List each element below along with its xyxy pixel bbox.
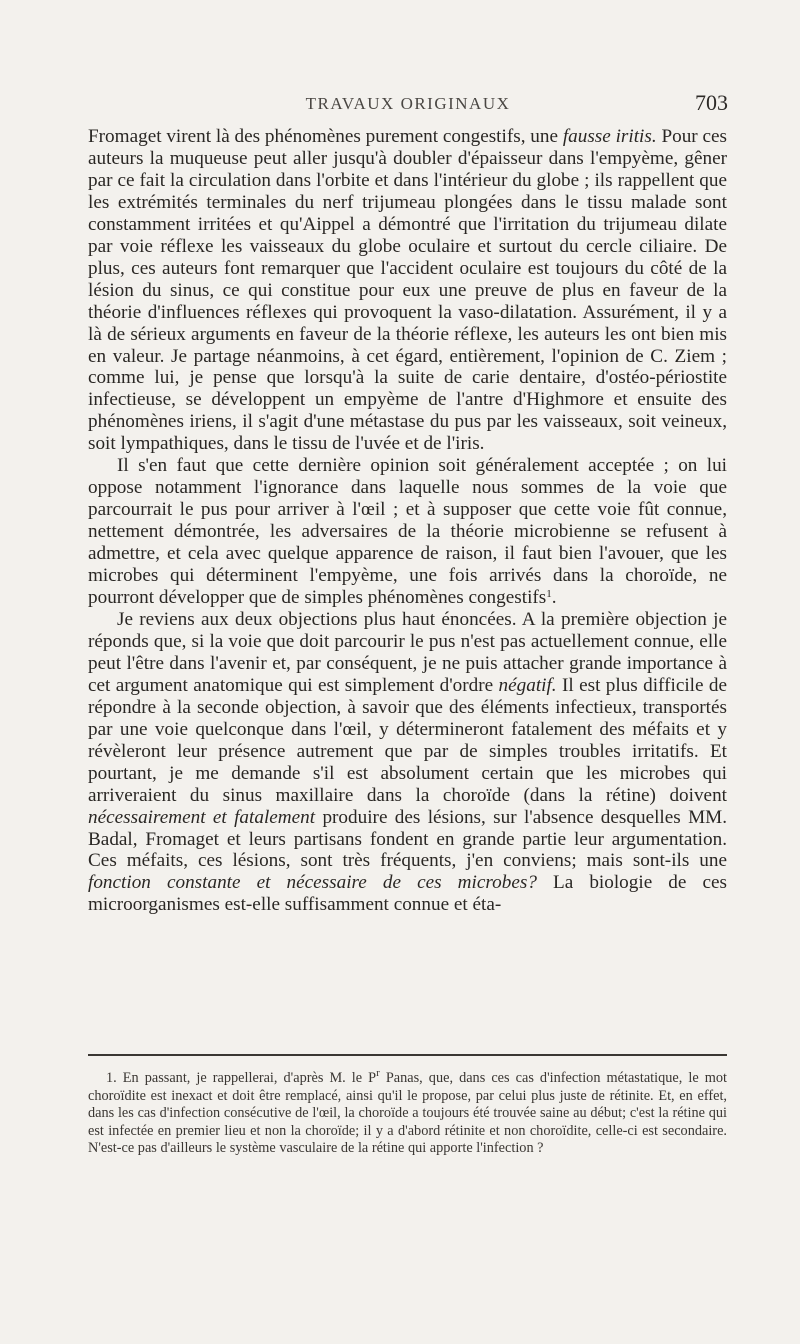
italic-text: fausse iritis. (562, 126, 657, 147)
paragraph (88, 609, 727, 916)
footnote (88, 1067, 727, 1158)
page-header (88, 90, 728, 128)
text-run: Panas, que, dans ces cas d'infection métastatique, le mot choroïdite est inexact et doit être remplacé, ainsi qu'il le propose, par celui plus juste de rétinite. Et, en effet, dans les cas d'infection consécutive de l'œil, la choroïde a toujours été trouvée saine au début; c'est la rétine qui est infectée en premier lieu et non la choroïde; il y a d'abord rétinite et non choroïdite, celle-ci est secondaire. N'est-ce pas d'ailleurs le système vasculaire de la rétine qui apporte l'infection ? (88, 1070, 727, 1157)
text-run: Pour ces auteurs la muqueuse peut aller jusqu'à doubler d'épaisseur dans l'empyème, gêner par ce fait la circulation dans l'orbite et dans l'intérieur du globe ; ils rappellent que les extrémités terminales du nerf trijumeau plongées dans le tissu malade sont constamment irritées et qu'Aippel a démontré que l'irritation du trijumeau dilate par voie réflexe les vaisseaux du globe oculaire et surtout du cercle ciliaire. De plus, ces auteurs font remarquer que l'accident oculaire est toujours du côté de la lésion du sinus, ce qui constitue pour eux une preuve de plus en faveur de la théorie d'influences réflexes qui provoquent la vaso-dilatation. Assurément, il y a là de sérieux arguments en faveur de la théorie réflexe, les auteurs les ont bien mis en valeur. Je partage néanmoins, à cet égard, entièrement, l'opinion de C. Ziem ; comme lui, je pense que lorsqu'à la suite de carie dentaire, d'ostéo-périostite infectieuse, se développent un empyème de l'antre d'Highmore et ensuite des phénomènes iriens, il s'agit d'une métastase du pus par les vaisseaux, soit veineux, soit lympathiques, dans le tissu de l'uvée et de l'iris. (88, 126, 727, 455)
text-run: Je reviens aux deux objections plus haut énoncées. A la première objection je réponds que, si la voie que doit parcourir le pus n'est pas actuellement connue, elle peut l'être dans l'avenir et, par conséquent, je ne puis attacher grande importance à cet argument anatomique qui est simplement d'ordre (88, 608, 727, 696)
paragraph (88, 126, 727, 455)
italic-text: nécessairement et fatalement (88, 806, 316, 828)
italic-text: fonction constante et nécessaire de ces microbes? (88, 872, 537, 894)
text-run: Il s'en faut que cette dernière opinion soit généralement acceptée ; on lui oppose notamment l'ignorance dans laquelle nous sommes de la voie que parcourrait le pus pour arriver à l'œil ; et à supposer que cette voie fût connue, nettement démontrée, les adversaires de la théorie microbienne se refusent à admettre, et cela avec quelque apparence de raison, il faut bien l'avouer, que les microbes qui déterminent l'empyème, une fois arrivés dans la choroïde, ne pourront développer que de simples phénomènes congestifs (88, 455, 727, 609)
footnote-rule (88, 1054, 727, 1056)
text-run: . (551, 587, 557, 609)
superscript: 1 (546, 588, 552, 601)
page-number: 703 (695, 90, 728, 115)
text-run: produire des lésions, sur l'absence desquelles MM. Badal, Fromaget et leurs partisans fondent en grande partie leur argumentation. Ces méfaits, ces lésions, sont très fréquents, j'en conviens; mais sont-ils une (88, 806, 727, 872)
footnote-marker: 1. (106, 1070, 117, 1086)
italic-text: négatif. (498, 674, 557, 696)
text-run: La biologie de ces microorganismes est-elle suffisamment connue et éta- (88, 872, 728, 916)
body-text (88, 126, 727, 916)
running-head: TRAVAUX ORIGINAUX (305, 94, 511, 113)
superscript: r (376, 1067, 380, 1079)
text-run: Fromaget virent là des phénomènes purement congestifs, une (88, 126, 563, 147)
text-run: Il est plus difficile de répondre à la seconde objection, à savoir que des éléments infectieux, transportés par une voie quelconque dans l'œil, y détermineront fatalement des méfaits et y révèleront leur présence autrement que par de simples troubles irritatifs. Et pourtant, je me demande s'il est absolument certain que les microbes qui arriveraient du sinus maxillaire dans la choroïde (dans la rétine) doivent (88, 674, 727, 806)
text-run: En passant, je rappellerai, d'après M. le P (116, 1070, 377, 1086)
paragraph (88, 455, 727, 609)
footnote-paragraph (88, 1067, 727, 1158)
